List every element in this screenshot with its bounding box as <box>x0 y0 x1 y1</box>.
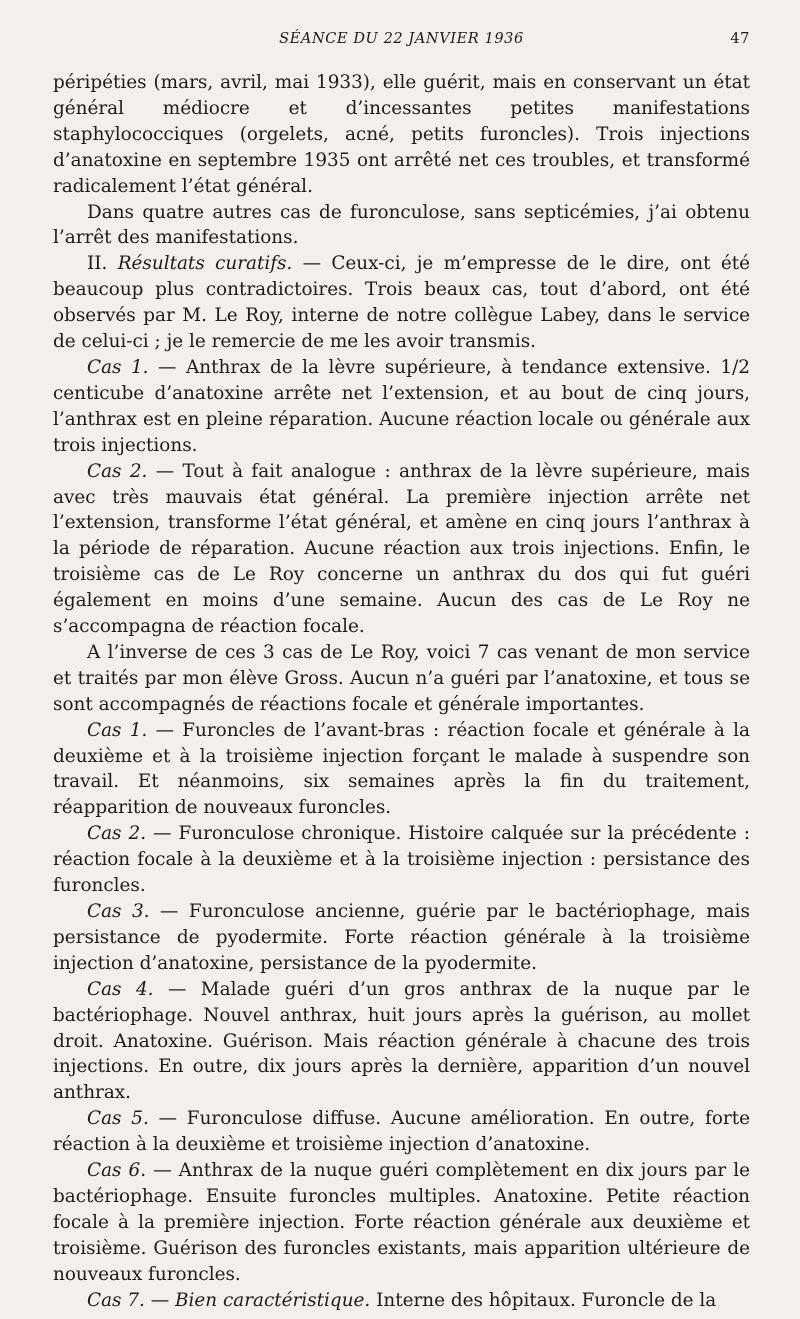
case-paragraph: Cas 6. — Anthrax de la nuque guéri complètement en dix jours par le bactériophage. Ensuite furoncles multiples. Anatoxine. Petite réaction focale à la première injection. Forte réaction générale aux deuxième et troisième. Guérison des furoncles existants, mais apparition ultérieure de nouveaux furoncles. <box>53 1160 750 1285</box>
case-paragraph: Cas 3. — Furonculose ancienne, guérie par le bactériophage, mais persistance de pyodermite. Forte réaction générale à la troisième injection d’anatoxine, persistance de la pyodermite. <box>53 901 750 974</box>
case-label: Cas 6. <box>87 1160 147 1182</box>
running-title: SÉANCE DU 22 JANVIER 1936 <box>279 31 524 47</box>
case-label: Cas 5. <box>87 1108 149 1130</box>
paragraph: Dans quatre autres cas de furonculose, sans septicémies, j’ai obtenu l’arrêt des manifestations. <box>53 201 750 249</box>
case-label: Cas 1. <box>87 719 148 741</box>
case-paragraph: Cas 2. — Tout à fait analogue : anthrax de la lèvre supérieure, mais avec très mauvais état général. La première injection arrête net l’extension, transforme l’état général, et amène en cinq jours l’anthrax à la période de réparation. Aucune réaction aux trois injections. Enfin, le troisième cas de Le Roy concerne un anthrax du dos qui fut guéri également en moins d’une semaine. Aucun des cas de Le Roy ne s’accompagna de réaction focale. <box>53 460 750 638</box>
emphasis-text: Bien caractéristique. <box>174 1289 371 1311</box>
case-paragraph: Cas 4. — Malade guéri d’un gros anthrax de la nuque par le bactériophage. Nouvel anthrax, huit jours après la guérison, au mollet droit. Anatoxine. Guérison. Mais réaction générale à chacune des trois injections. En outre, dix jours après la dernière, apparition d’un nouvel anthrax. <box>53 978 750 1104</box>
case-label: Cas 1. <box>87 356 149 378</box>
case-paragraph: Cas 5. — Furonculose diffuse. Aucune amélioration. En outre, forte réaction à la deuxième et troisième injection d’anatoxine. <box>53 1108 750 1156</box>
case-label: Cas 4. <box>87 978 154 1000</box>
paragraph: péripéties (mars, avril, mai 1933), elle guérit, mais en conservant un état général médiocre et d’incessantes petites manifestations staphylococciques (orgelets, acné, petits furoncles). Trois injections d’anatoxine en septembre 1935 ont arrêté net ces troubles, et transformé radicalement l’état général. <box>53 72 750 197</box>
case-label: Cas 7. <box>87 1289 145 1311</box>
section-paragraph: II. Résultats curatifs. — Ceux-ci, je m’empresse de le dire, ont été beaucoup plus contradictoires. Trois beaux cas, tout d’abord, ont été observés par M. Le Roy, interne de notre collègue Labey, dans le service de celui-ci ; je le remercie de me les avoir transmis. <box>53 253 750 353</box>
body-text <box>53 70 750 1314</box>
case-paragraph: Cas 2. — Furonculose chronique. Histoire calquée sur la précédente : réaction focale à la deuxième et à la troisième injection : persistance des furoncles. <box>53 823 750 897</box>
case-label: Cas 2. <box>87 460 148 482</box>
case-label: Cas 2. <box>87 823 147 845</box>
running-header <box>53 31 750 55</box>
case-label: Cas 3. <box>87 901 150 922</box>
case-paragraph: Cas 1. — Anthrax de la lèvre supérieure, à tendance extensive. 1/2 centicube d’anatoxine arrête net l’extension, et au bout de cinq jours, l’anthrax est en pleine réparation. Aucune réaction locale ou générale aux trois injections. <box>53 356 750 456</box>
case-paragraph: Cas 1. — Furoncles de l’avant-bras : réaction focale et générale à la deuxième et à la troisième injection forçant le malade à suspendre son travail. Et néanmoins, six semaines après la fin du traitement, réapparition de nouveaux furoncles. <box>53 719 750 819</box>
page-number: 47 <box>730 31 750 47</box>
section-title: Résultats curatifs. <box>117 253 293 275</box>
case-paragraph: Cas 7. — Bien caractéristique. Interne des hôpitaux. Furoncle de la <box>87 1289 717 1311</box>
paragraph: A l’inverse de ces 3 cas de Le Roy, voici 7 cas venant de mon service et traités par mon élève Gross. Aucun n’a guéri par l’anatoxine, et tous se sont accompagnés de réactions focale et générale importantes. <box>53 641 750 715</box>
